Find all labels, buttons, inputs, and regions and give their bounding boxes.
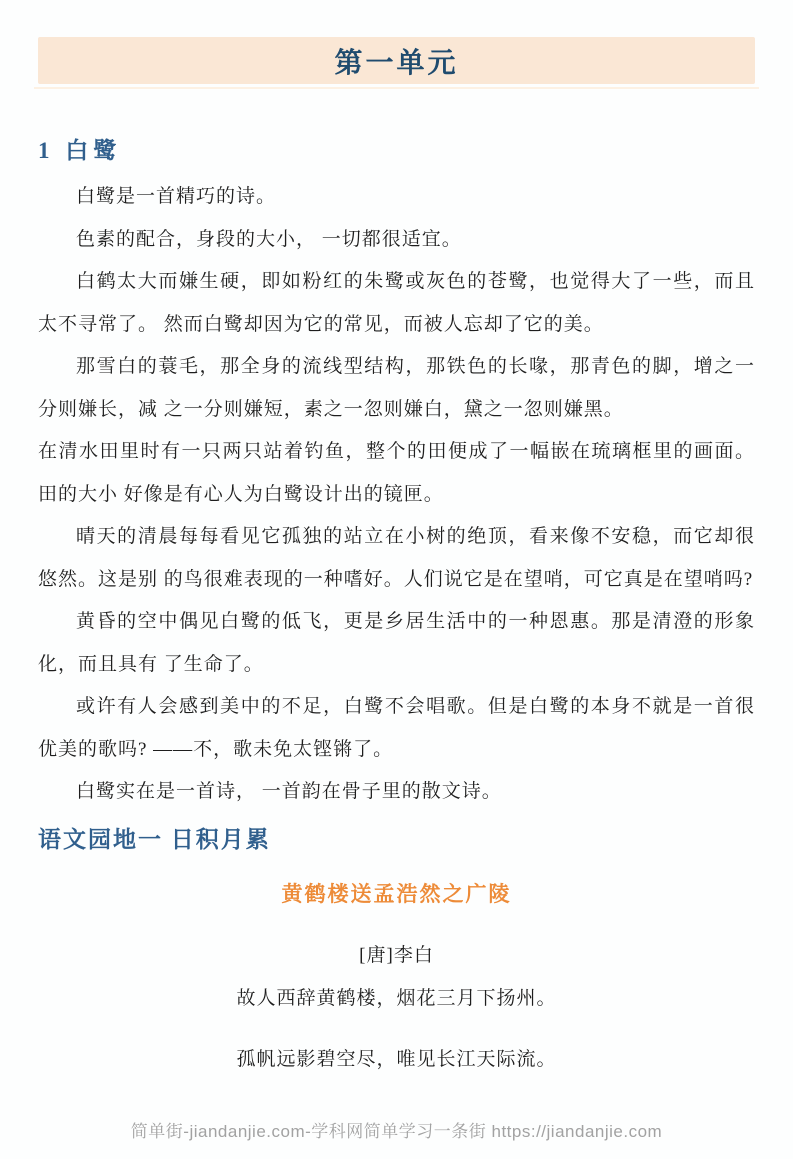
poem-author: [唐]李白 [359,944,434,966]
essay-paragraph: 白鹭是一首精巧的诗。 [76,186,277,207]
poem-line: 故人西辞黄鹤楼，烟花三月下扬州。 [236,987,557,1009]
document-page [0,37,793,1159]
essay-paragraph: 晴天的清晨每每看见它孤独的站立在小树的绝顶，看来像不安稳，而它却很悠然。这是别 的鸟很难表现的一种嗜好。人们说它是在望哨，可它真是在望哨吗? [38,526,755,590]
poem-line: 孤帆远影碧空尽，唯见长江天际流。 [236,1049,557,1070]
garden-heading: 语文园地一 日积月累 [38,826,271,852]
footer-text: 简单街-jiandanjie.com-学科网简单学习一条街 https://jiandanjie.com [130,1122,663,1141]
essay-paragraph: 色素的配合，身段的大小， 一切都很适宜。 [76,228,462,250]
essay-paragraph: 或许有人会感到美中的不足，白鹭不会唱歌。但是白鹭的本身不就是一首很优美的歌吗? ——不，歌未免太铿锵了。 [38,696,755,760]
document-content [38,132,755,1082]
unit-title: 第一单元 [334,47,459,79]
essay-paragraph: 白鹭实在是一首诗， 一首韵在骨子里的散文诗。 [76,781,502,802]
page-footer [0,1117,793,1142]
poem-lines [38,978,755,1082]
essay-paragraph: 白鹤太大而嫌生硬，即如粉红的朱鹭或灰色的苍鹭，也觉得大了一些，而且太不寻常了。 然而白鹭却因为它的常见，而被人忘却了它的美。 [38,271,755,335]
essay-paragraph: 那雪白的蓑毛，那全身的流线型结构，那铁色的长喙，那青色的脚，增之一分则嫌长，减 之一分则嫌短，素之一忽则嫌白，黛之一忽则嫌黑。 [38,356,755,420]
poem-block [38,878,755,1082]
unit-header-band [38,37,755,84]
poem-title: 黄鹤楼送孟浩然之广陵 [281,881,512,906]
lesson-heading: 1 白鹭 [38,138,122,163]
essay-text [38,176,755,814]
essay-paragraph: 黄昏的空中偶见白鹭的低飞，更是乡居生活中的一种恩惠。那是清澄的形象化，而且具有 了生命了。 [38,611,755,675]
unit-band-underline [34,87,759,89]
essay-paragraph: 在清水田里时有一只两只站着钓鱼，整个的田便成了一幅嵌在琉璃框里的画面。田的大小 好像是有心人为白鹭设计出的镜匣。 [38,441,755,505]
